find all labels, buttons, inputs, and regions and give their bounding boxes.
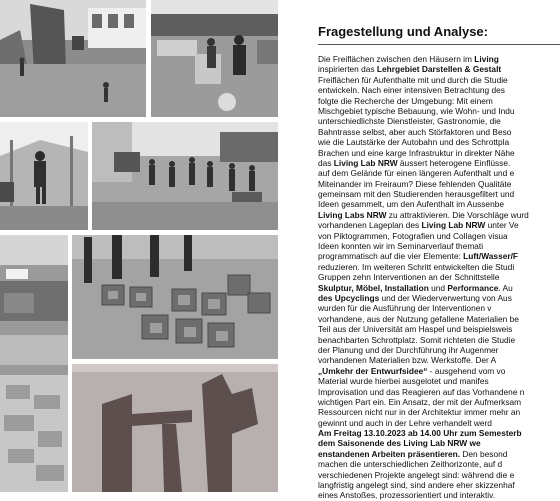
text-line xyxy=(318,168,560,178)
text-run: wichtigen Part ein. Ein Ansatz, der mit der Aufmerksam xyxy=(318,396,522,407)
text-line xyxy=(318,397,560,407)
bold-text: Living Lab NRW xyxy=(421,220,486,231)
body-paragraph xyxy=(318,54,560,501)
text-line xyxy=(318,158,560,168)
text-line xyxy=(318,387,560,397)
text-line xyxy=(318,85,560,95)
text-line xyxy=(318,303,560,313)
text-line xyxy=(318,64,560,74)
bold-text: Lehrgebiet Darstellen & Gestalt xyxy=(376,64,502,75)
text-run: wurden für die Ausführung der Interventionen v xyxy=(318,303,492,314)
text-run: auf dem Gelände für einen längeren Aufenthalt und e xyxy=(318,168,515,179)
text-run: wie die Lautstärke der Autobahn und des Schrottpla xyxy=(318,137,510,148)
text-run: eines Anstoßes, prozessorientiert und interaktiv. xyxy=(318,490,496,501)
text-run: der Planung und der Durchführung ihr Augenmer xyxy=(318,344,499,355)
photo-concrete-blocks xyxy=(72,235,278,359)
text-column xyxy=(318,24,560,501)
text-run: Ideen gesammelt, um den Aufenthalt im Aussenbe xyxy=(318,199,504,210)
text-run: Freiflächen für Aufenthalte mit und durch die Studie xyxy=(318,74,508,85)
text-line xyxy=(318,449,560,459)
text-run: Miteinander im Freiraum? Diese fehlenden Qualitäte xyxy=(318,178,512,189)
text-line xyxy=(318,96,560,106)
text-line xyxy=(318,148,560,158)
bold-text: Luft/Wasser/F xyxy=(463,251,519,262)
text-line xyxy=(318,231,560,241)
text-line xyxy=(318,283,560,293)
text-run: unter Ve xyxy=(485,220,519,231)
bold-text: „Umkehr der Entwurfsidee“ xyxy=(318,365,428,376)
text-run: Gruppen zehn Interventionen an der Schnittstelle xyxy=(318,272,500,283)
text-line xyxy=(318,220,560,230)
photo-woman-in-tent xyxy=(0,122,88,230)
text-run: und xyxy=(428,282,448,293)
photo-campus-lawn xyxy=(0,0,146,117)
text-run: vorhandene, aus der Nutzung gefallene Materialien be xyxy=(318,313,519,324)
text-run: gewinnt und auch in der Lehre verhandelt werd xyxy=(318,417,492,428)
heading-divider xyxy=(318,44,560,45)
text-run: Die Freiflächen zwischen den Häusern im xyxy=(318,54,475,64)
bold-text: Living Labs NRW xyxy=(318,209,387,220)
text-run: Teil aus der Universität am Haspel und beispielsweis xyxy=(318,324,513,335)
text-line xyxy=(318,116,560,126)
text-run: machen die unterschiedlichen Zeithorizonte, auf d xyxy=(318,459,503,470)
bold-text: Am Freitag 13.10.2023 ab 14.00 Uhr zum Semesterb xyxy=(318,428,522,439)
text-line xyxy=(318,366,560,376)
text-run: das xyxy=(318,157,334,168)
text-run: vorhandenen Lageplan des xyxy=(318,220,422,231)
text-run: programmatisch auf die vier Elemente: xyxy=(318,251,464,262)
text-line xyxy=(318,480,560,490)
photo-shadow-on-wall xyxy=(72,364,278,492)
text-run: benachbarten Schrottplatz. Somit richteten die Studie xyxy=(318,334,516,345)
photo-group-presentation xyxy=(92,122,278,230)
text-run: Brachen und eine karge Infrastruktur in direkter Nähe xyxy=(318,147,515,158)
text-line xyxy=(318,345,560,355)
text-line xyxy=(318,470,560,480)
text-line xyxy=(318,438,560,448)
text-run: Ideen konnten wir im Seminarverlauf themati xyxy=(318,241,484,252)
text-line xyxy=(318,418,560,428)
text-run: von Piktogrammen, Fotografien und Collagen visua xyxy=(318,230,508,241)
text-run: unterschiedlichste Dienstleister, Gastronomie, die xyxy=(318,116,501,127)
text-run: zu attraktivieren. Die Vorschläge wurd xyxy=(386,209,529,220)
text-run: äussert heterogene Einflüsse. xyxy=(397,157,511,168)
bold-text: dem Saisonende des Living Lab NRW we xyxy=(318,438,481,449)
text-line xyxy=(318,272,560,282)
text-run: Den besond xyxy=(460,448,508,459)
text-line xyxy=(318,241,560,251)
text-line xyxy=(318,335,560,345)
text-run: Ressourcen nicht nur in der Architektur immer mehr an xyxy=(318,407,521,418)
text-line xyxy=(318,459,560,469)
text-run: verschiedenen Projekte angelegt sind: während die e xyxy=(318,469,515,480)
text-line xyxy=(318,179,560,189)
text-run: vorhandenen Materialien bzw. Werkstoffe. Der A xyxy=(318,355,497,366)
text-line xyxy=(318,75,560,85)
bold-text: Living xyxy=(474,54,499,64)
text-run: reduzieren. Im weiteren Schritt entwickelten die Studi xyxy=(318,261,515,272)
text-run: Improvisation und das Reagieren auf das Vorhandene n xyxy=(318,386,525,397)
text-line xyxy=(318,407,560,417)
text-line xyxy=(318,324,560,334)
text-run: - ausgehend vom vo xyxy=(427,365,506,376)
text-run: . Au xyxy=(498,282,513,293)
text-line xyxy=(318,189,560,199)
text-line xyxy=(318,54,560,64)
bold-text: Living Lab NRW xyxy=(333,157,398,168)
text-line xyxy=(318,106,560,116)
text-run: Bahntrasse selbst, aber auch Störfaktoren und Beso xyxy=(318,126,512,137)
text-run: gemeinsam mit den Studierenden herausgefiltert und xyxy=(318,189,515,200)
bold-text: Skulptur, Möbel, Installation xyxy=(318,282,429,293)
text-line xyxy=(318,262,560,272)
photo-stacked-materials xyxy=(0,235,68,492)
text-run: entwickeln. Nach einer intensiven Betrachtung des xyxy=(318,85,505,96)
bold-text: Performance xyxy=(447,282,499,293)
text-line xyxy=(318,251,560,261)
section-heading: Fragestellung und Analyse: xyxy=(318,24,488,39)
text-line xyxy=(318,127,560,137)
text-line xyxy=(318,376,560,386)
text-line xyxy=(318,137,560,147)
photo-people-at-tables xyxy=(151,0,278,117)
text-line xyxy=(318,314,560,324)
text-line xyxy=(318,293,560,303)
text-run: und der Wiederverwertung von Aus xyxy=(379,292,512,303)
text-run: Material wurde hierbei ausgelotet und manifes xyxy=(318,376,489,387)
text-run: Mischgebiet typische Bebauung, wie Wohn- und Indu xyxy=(318,105,515,116)
text-run: langfristig angelegt sind, sind andere eher skizzenhaf xyxy=(318,480,515,491)
text-line xyxy=(318,355,560,365)
text-run: inspirierten das xyxy=(318,64,377,75)
text-line xyxy=(318,428,560,438)
text-run: folgte die Recherche der Umgebung: Mit einem xyxy=(318,95,493,106)
bold-text: des Upcyclings xyxy=(318,292,380,303)
text-line xyxy=(318,199,560,209)
bold-text: enstandenen Arbeiten präsentieren. xyxy=(318,448,461,459)
text-line xyxy=(318,210,560,220)
